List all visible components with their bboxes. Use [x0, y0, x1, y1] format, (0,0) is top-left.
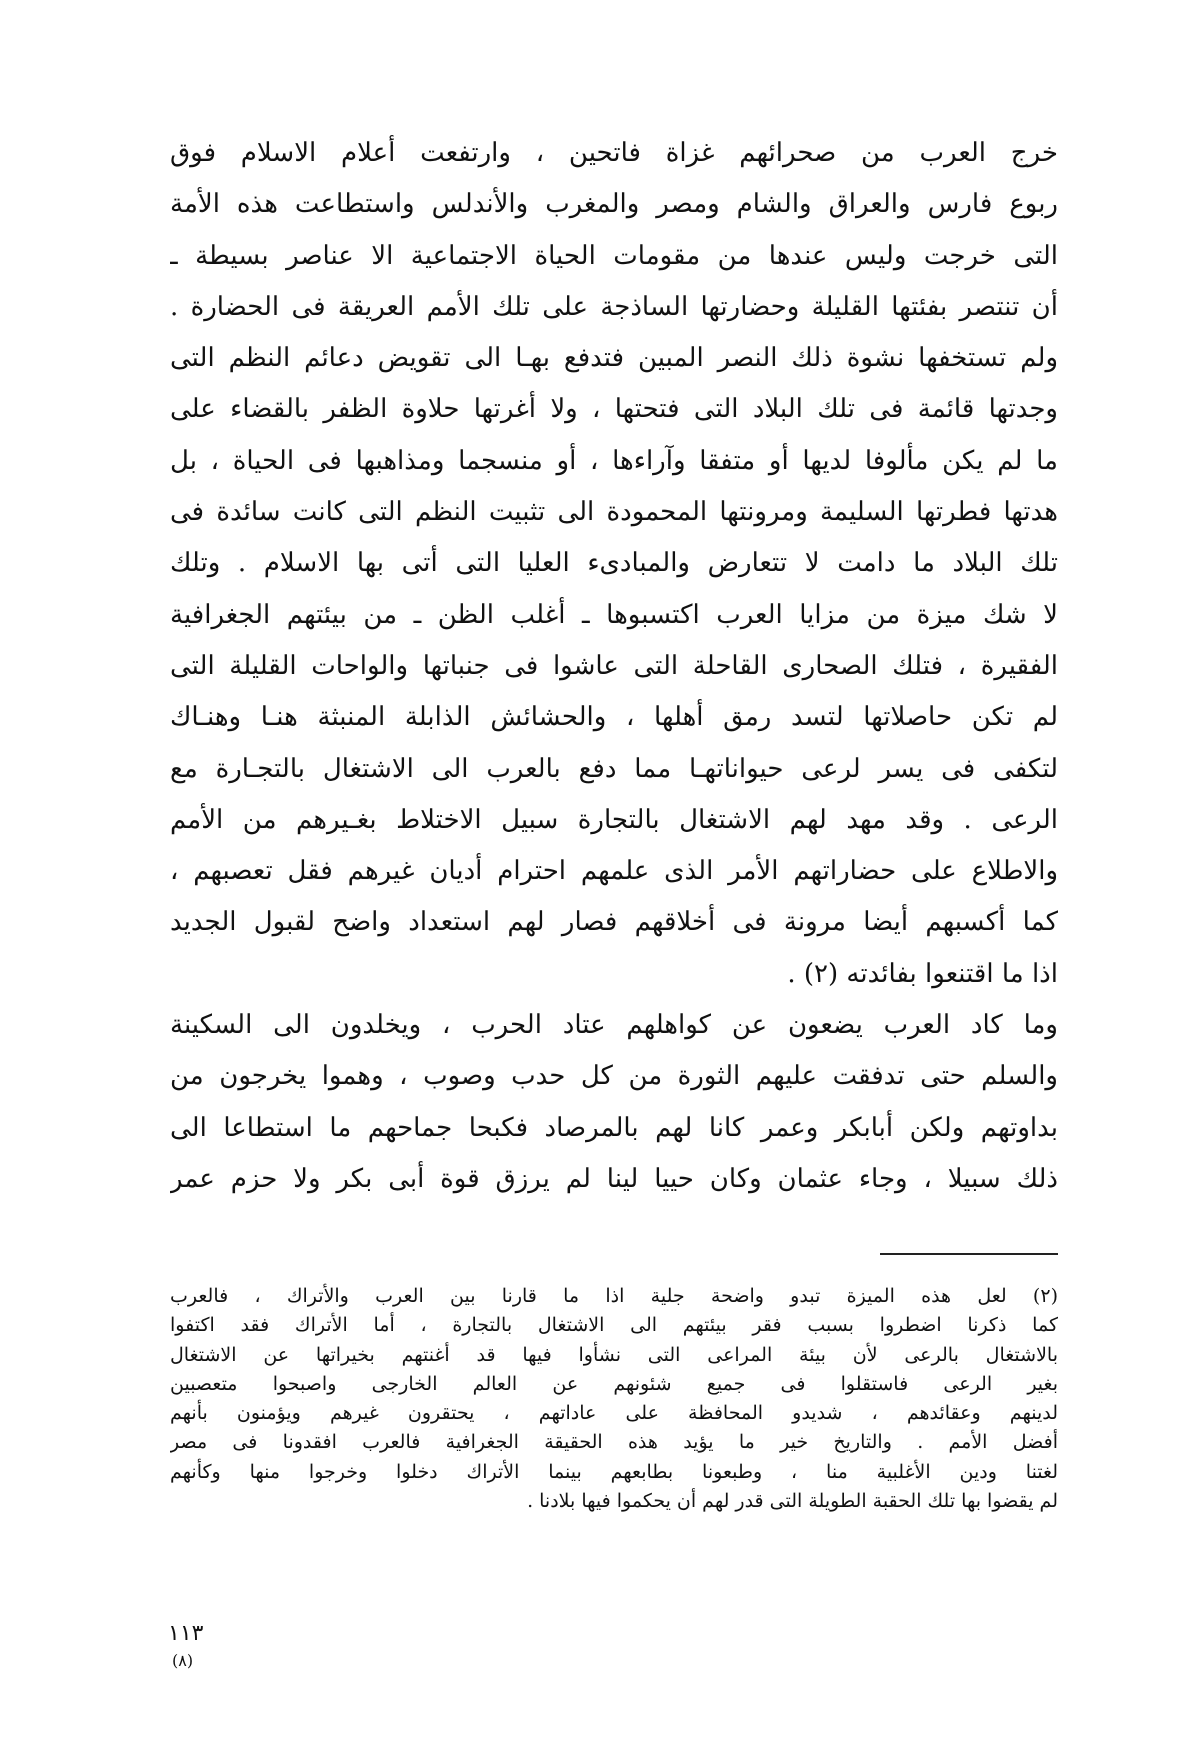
footnote-text	[170, 1282, 1058, 1516]
footnote-divider	[880, 1253, 1058, 1255]
body-line: هدتها فطرتها السليمة ومرونتها المحمودة الى تثبيت النظم التى كانت سائدة فى	[170, 497, 1058, 528]
body-line: بداوتهم ولكن أبابكر وعمر كانا لهم بالمرصاد فكبحا جماحهم ما استطاعا الى	[170, 1112, 1058, 1143]
body-line: والاطلاع على حضاراتهم الأمر الذى علمهم احترام أديان غيرهم فقل تعصبهم ،	[170, 856, 1058, 887]
body-line: ولم تستخفها نشوة ذلك النصر المبين فتدفع بهـا الى تقويض دعائم النظم التى	[170, 343, 1058, 374]
footnote-line: كما ذكرنا اضطروا بسبب فقر بيئتهم الى الاشتغال بالتجارة ، أما الأتراك فقد اكتفوا	[170, 1314, 1058, 1337]
body-line: أن تنتصر بفئتها القليلة وحضارتها الساذجة على تلك الأمم العريقة فى الحضارة .	[170, 291, 1058, 322]
body-line: الرعى . وقد مهد لهم الاشتغال بالتجارة سبيل الاختلاط بغـيرهم من الأمم	[170, 804, 1058, 835]
footnote-line: لم يقضوا بها تلك الحقبة الطويلة التى قدر لهم أن يحكموا فيها بلادنا .	[527, 1490, 1058, 1513]
body-line: والسلم حتى تدفقت عليهم الثورة من كل حدب وصوب ، وهموا يخرجون من	[170, 1061, 1058, 1092]
footnote-line: بغير الرعى فاستقلوا فى جميع شئونهم عن العالم الخارجى واصبحوا متعصبين	[170, 1372, 1058, 1395]
footnote-line: أفضل الأمم . والتاريخ خير ما يؤيد هذه الحقيقة الجغرافية فالعرب افقدونا فى مصر	[170, 1431, 1058, 1454]
footnote-line: لغتنا ودين الأغلبية منا ، وطبعونا بطابعهم بينما الأتراك دخلوا وخرجوا منها وكأنهم	[170, 1460, 1058, 1483]
body-line: خرج العرب من صحرائهم غزاة فاتحين ، وارتفعت أعلام الاسلام فوق	[170, 138, 1058, 168]
body-line: لتكفى فى يسر لرعى حيواناتهـا مما دفع بالعرب الى الاشتغال بالتجـارة مع	[170, 753, 1058, 784]
body-line: ما لم يكن مألوفا لديها أو متفقا وآراءها ، أو منسجما ومذاهبها فى الحياة ، بل	[170, 445, 1058, 476]
body-line: ربوع فارس والعراق والشام ومصر والمغرب والأندلس واستطاعت هذه الأمة	[170, 189, 1058, 220]
body-line: الفقيرة ، فتلك الصحارى القاحلة التى عاشوا فى جنباتها والواحات القليلة التى	[170, 650, 1058, 681]
body-line: لا شك ميزة من مزايا العرب اكتسبوها ـ أغلب الظن ـ من بيئتهم الجغرافية	[170, 599, 1058, 630]
body-line: ذلك سبيلا ، وجاء عثمان وكان حييا لينا لم يرزق قوة أبى بكر ولا حزم عمر	[170, 1163, 1058, 1194]
body-line: التى خرجت وليس عندها من مقومات الحياة الاجتماعية الا عناصر بسيطة ـ	[170, 240, 1058, 271]
body-line: اذا ما اقتنعوا بفائدته (٢) .	[787, 958, 1058, 989]
footnote-line: لدينهم وعقائدهم ، شديدو المحافظة على عاداتهم ، يحتقرون غيرهم ويؤمنون بأنهم	[170, 1402, 1058, 1425]
footnote-line: بالاشتغال بالرعى لأن بيئة المراعى التى نشأوا فيها قد أغنتهم بخيراتها عن الاشتغال	[170, 1343, 1058, 1366]
body-line: تلك البلاد ما دامت لا تتعارض والمبادىء العليا التى أتى بها الاسلام . وتلك	[170, 548, 1058, 579]
body-line: كما أكسبهم أيضا مرونة فى أخلاقهم فصار لهم استعداد واضح لقبول الجديد	[170, 907, 1058, 938]
body-line: وجدتها قائمة فى تلك البلاد التى فتحتها ، ولا أغرتها حلاوة الظفر بالقضاء على	[170, 394, 1058, 425]
body-line: وما كاد العرب يضعون عن كواهلهم عتاد الحرب ، ويخلدون الى السكينة	[170, 1010, 1058, 1041]
page-number: ١١٣	[168, 1621, 204, 1646]
main-body-text	[170, 128, 1058, 1205]
signature-mark: (٨)	[172, 1651, 194, 1670]
body-line: لم تكن حاصلاتها لتسد رمق أهلها ، والحشائش الذابلة المنبثة هنـا وهنـاك	[170, 702, 1058, 733]
footnote-line: (٢) لعل هذه الميزة تبدو واضحة جلية اذا ما قارنا بين العرب والأتراك ، فالعرب	[170, 1285, 1058, 1307]
